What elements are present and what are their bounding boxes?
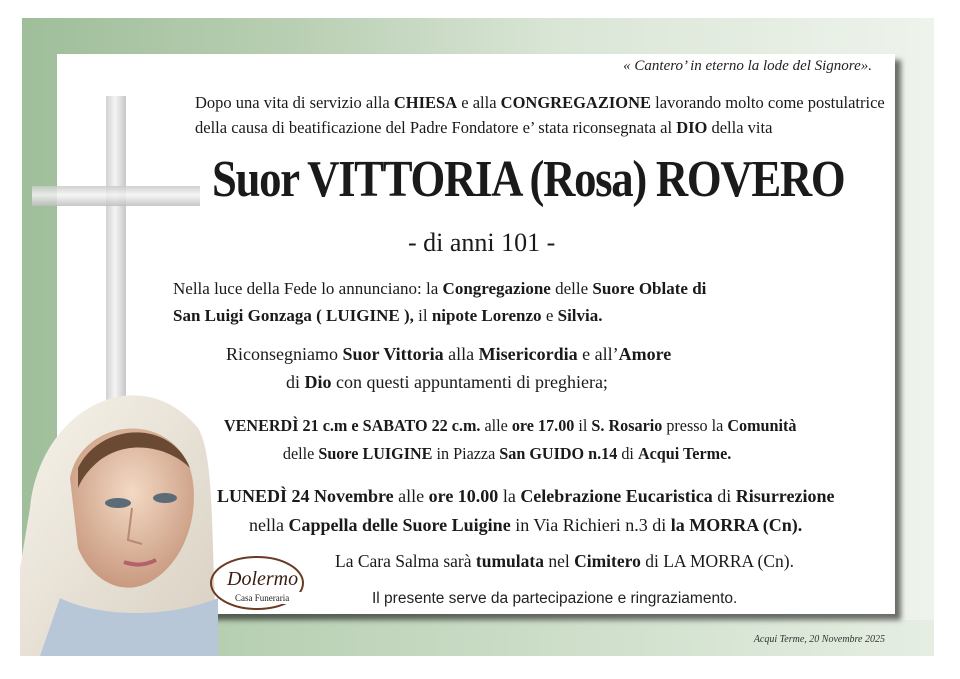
intro-text: Dopo una vita di servizio alla CHIESA e alla CONGREGAZIONE lavorando molto come postulatrice della causa di beatificazione del Padre Fondatore e’ stata riconsegnata al DIO della vita — [195, 93, 885, 137]
svg-text:Casa Funeraria: Casa Funeraria — [235, 593, 290, 603]
deceased-name: Suor VITTORIA (Rosa) ROVERO — [212, 151, 845, 208]
funeral-home-logo — [205, 551, 317, 615]
riconsegna-text: Riconsegniamo Suor Vittoria alla Misericordia e all’Amore di Dio con questi appuntamenti di preghiera; — [226, 344, 672, 392]
deceased-age: - di anni 101 - — [408, 228, 556, 257]
svg-text:Dolermo: Dolermo — [227, 568, 299, 590]
closing-text: Il presente serve da partecipazione e ringraziamento. — [372, 590, 738, 607]
announcement-text: Nella luce della Fede lo annunciano: la Congregazione delle Suore Oblate di San Luigi Gonzaga ( LUIGINE ), il nipote Lorenzo e Silvia. — [173, 279, 707, 325]
madonna-portrait — [20, 368, 218, 656]
epigraph-quote: « Cantero’ in eterno la lode del Signore». — [623, 58, 872, 74]
mass-schedule: LUNEDÌ 24 Novembre alle ore 10.00 la Celebrazione Eucaristica di Risurrezione nella Cappella delle Suore Luigine in Via Richieri n.3 di la MORRA (Cn). — [217, 486, 835, 535]
cross-arm — [32, 186, 200, 206]
place-date: Acqui Terme, 20 Novembre 2025 — [753, 634, 885, 645]
burial-text: La Cara Salma sarà tumulata nel Cimitero di LA MORRA (Cn). — [335, 551, 795, 571]
rosary-schedule: VENERDÌ 21 c.m e SABATO 22 c.m. alle ore 17.00 il S. Rosario presso la Comunità delle Suore LUIGINE in Piazza San GUIDO n.14 di Acqui Terme. — [224, 416, 797, 463]
